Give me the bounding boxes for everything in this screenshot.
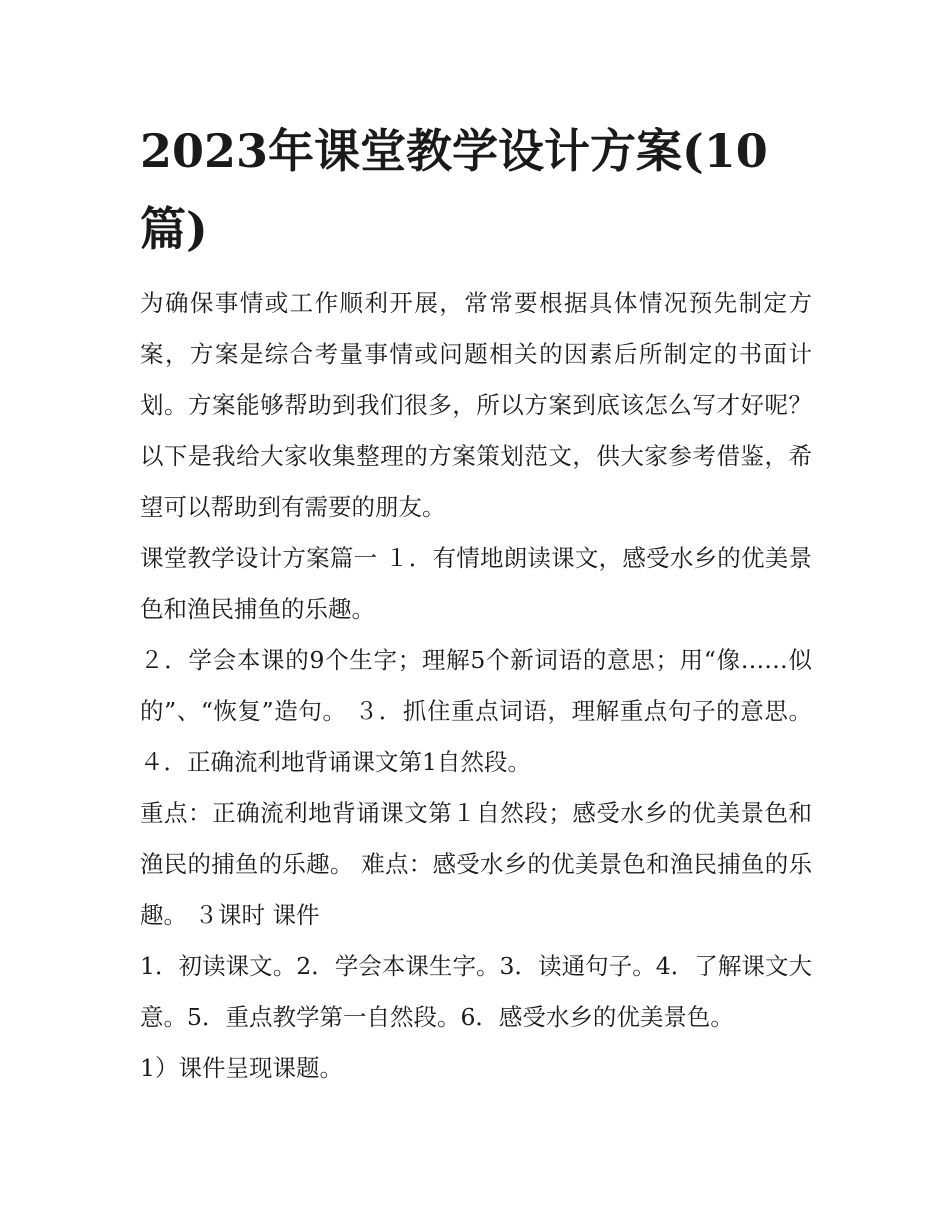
document-title: 2023年课堂教学设计方案(10篇) bbox=[140, 124, 768, 256]
steps-paragraph: 1．初读课文。2．学会本课生字。3．读通句子。4．了解课文大意。5．重点教学第一自然段。6．感受水乡的优美景色。 bbox=[140, 952, 812, 1031]
step-1-paragraph: 1）课件呈现课题。 bbox=[140, 1054, 343, 1082]
lesson-goal-paragraph-2: ２．学会本课的9个生字；理解5个新词语的意思；用“像……似的”、“恢复”造句。 ３．抓住重点词语，理解重点句子的意思。 ４．正确流利地背诵课文第1自然段。 bbox=[140, 646, 812, 776]
intro-paragraph: 为确保事情或工作顺利开展，常常要根据具体情况预先制定方案，方案是综合考量事情或问题相关的因素后所制定的书面计划。方案能够帮助到我们很多，所以方案到底该怎么写才好呢？以下是我给大家收集整理的方案策划范文，供大家参考借鉴，希望可以帮助到有需要的朋友。 bbox=[140, 289, 812, 521]
document-page bbox=[140, 112, 812, 1094]
lesson-goal-paragraph-1: 课堂教学设计方案篇一 １．有情地朗读课文，感受水乡的优美景色和渔民捕鱼的乐趣。 bbox=[140, 544, 812, 623]
key-points-paragraph: 重点：正确流利地背诵课文第１自然段；感受水乡的优美景色和渔民的捕鱼的乐趣。 难点：感受水乡的优美景色和渔民捕鱼的乐趣。 ３课时 课件 bbox=[140, 799, 812, 929]
